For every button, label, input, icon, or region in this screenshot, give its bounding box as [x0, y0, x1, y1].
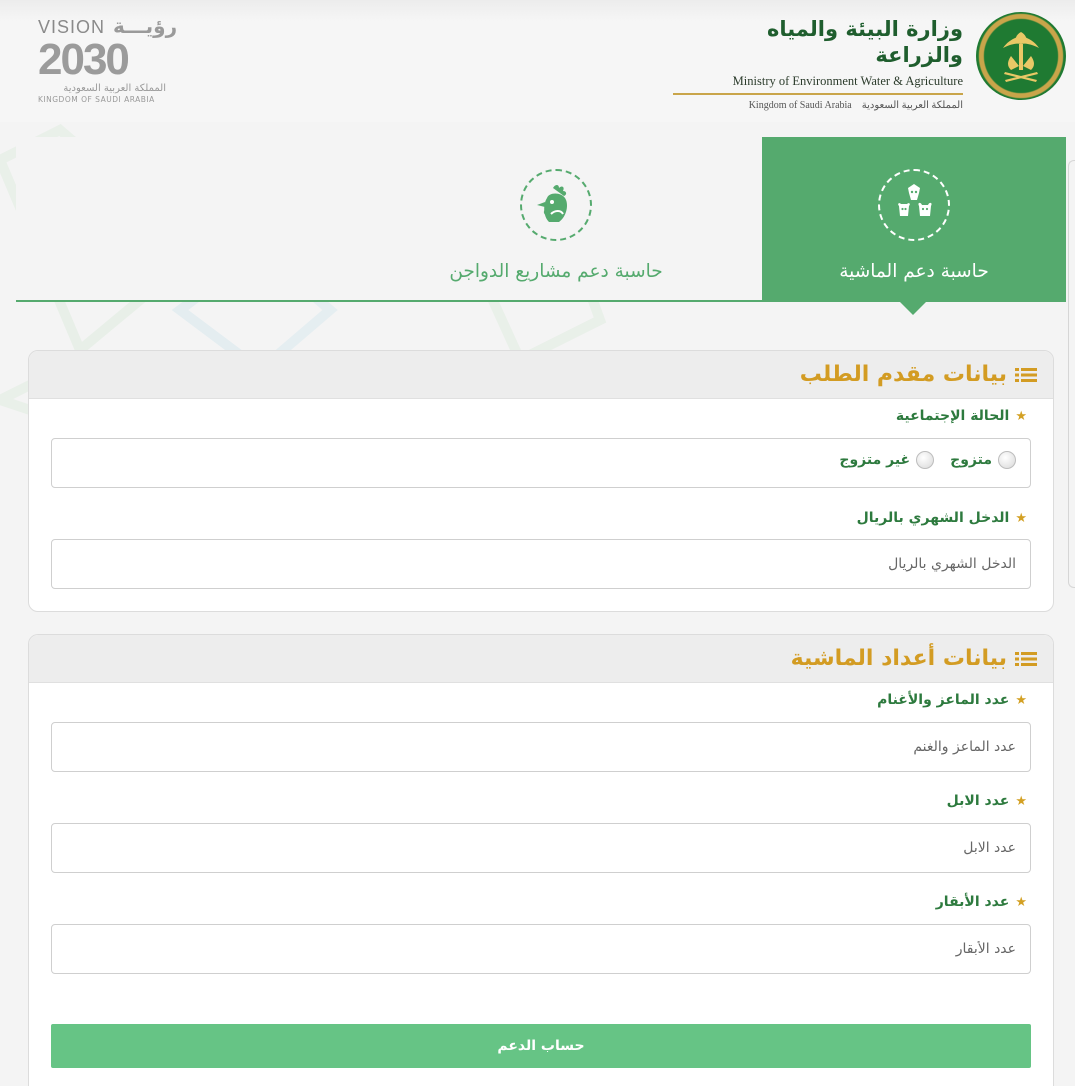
required-star-icon: ★ [1015, 793, 1027, 809]
monthly-income-box [51, 539, 1031, 589]
marital-status-label-text: الحالة الإجتماعية [895, 408, 1010, 424]
required-star-icon: ★ [1015, 510, 1027, 526]
tab-poultry-label: حاسبة دعم مشاريع الدواجن [449, 261, 663, 282]
livestock-data-panel [28, 634, 1054, 1086]
marital-status-group [51, 438, 1031, 488]
calculate-support-button[interactable]: حساب الدعم [51, 1024, 1031, 1068]
livestock-panel-header [29, 635, 1053, 683]
page-header [0, 0, 1075, 122]
required-star-icon: ★ [1015, 408, 1027, 424]
ministry-title-block [673, 16, 963, 111]
vision-2030-logo [38, 14, 178, 109]
ministry-kingdom [673, 100, 963, 111]
radio-married-label: متزوج [950, 452, 992, 468]
livestock-panel-title: بيانات أعداد الماشية [790, 646, 1007, 671]
palm-swords-icon [993, 26, 1049, 86]
camels-label [947, 793, 1027, 809]
radio-not-married-circle[interactable] [916, 451, 934, 469]
vision-kingdom-ar: المملكة العربية السعودية [63, 83, 166, 94]
tab-livestock-label: حاسبة دعم الماشية [839, 261, 989, 282]
active-tab-indicator [900, 302, 926, 315]
vision-kingdom-en: KINGDOM OF SAUDI ARABIA [38, 95, 155, 104]
required-star-icon: ★ [1015, 692, 1027, 708]
livestock-icon [878, 169, 950, 241]
tab-livestock-calculator[interactable] [762, 137, 1066, 300]
radio-not-married[interactable] [839, 451, 934, 469]
ministry-seal-logo [976, 12, 1066, 100]
monthly-income-input[interactable] [52, 540, 1030, 588]
vision-year: 2030 [38, 35, 128, 84]
list-icon [1015, 651, 1037, 667]
goats-sheep-input[interactable] [52, 723, 1030, 771]
ministry-kingdom-ar: المملكة العربية السعودية [861, 100, 963, 111]
monthly-income-label-text: الدخل الشهري بالريال [856, 510, 1010, 526]
poultry-icon [520, 169, 592, 241]
goats-sheep-box [51, 722, 1031, 772]
ministry-name-ar: وزارة البيئة والمياه والزراعة [766, 17, 963, 67]
calculator-tabs [16, 137, 1066, 302]
goats-sheep-label-text: عدد الماعز والأغنام [877, 692, 1010, 708]
tab-poultry-calculator[interactable] [350, 137, 762, 300]
vision-word: VISION [38, 17, 106, 37]
camels-box [51, 823, 1031, 873]
monthly-income-label [857, 510, 1027, 526]
goats-sheep-label [877, 692, 1027, 708]
cattle-input[interactable] [52, 925, 1030, 973]
marital-status-options [839, 451, 1016, 469]
radio-not-married-label: غير متزوج [839, 452, 911, 468]
camels-input[interactable] [52, 824, 1030, 872]
applicant-data-panel [28, 350, 1054, 612]
ministry-kingdom-en: Kingdom of Saudi Arabia [748, 100, 852, 111]
vision-word-ar: رؤيـــة [113, 14, 178, 38]
radio-married-circle[interactable] [998, 451, 1016, 469]
applicant-panel-title: بيانات مقدم الطلب [799, 362, 1007, 387]
cattle-box [51, 924, 1031, 974]
ministry-name-en: Ministry of Environment Water & Agriculture [673, 74, 963, 95]
list-icon [1015, 367, 1037, 383]
cattle-label-text: عدد الأبقار [935, 894, 1010, 910]
applicant-panel-header [29, 351, 1053, 399]
required-star-icon: ★ [1015, 894, 1027, 910]
side-scroll-edge [1068, 160, 1075, 588]
camels-label-text: عدد الابل [946, 793, 1010, 809]
cattle-label [936, 894, 1027, 910]
marital-status-label [896, 408, 1027, 424]
radio-married[interactable] [950, 451, 1016, 469]
